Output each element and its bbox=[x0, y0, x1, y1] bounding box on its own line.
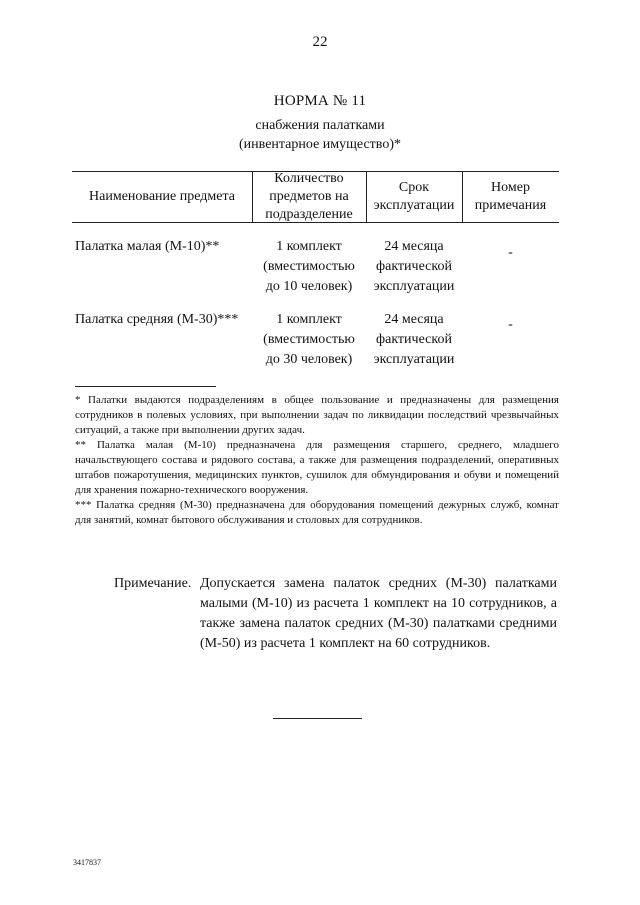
cell-line: до 30 человек) bbox=[265, 352, 353, 367]
cell-line: (вместимостью bbox=[263, 259, 355, 274]
cell-line: 1 комплект bbox=[276, 312, 342, 327]
header-term bbox=[366, 179, 462, 215]
footnote: *** Палатка средняя (М-30) предназначена для оборудования помещений дежурных служб, комнат для занятий, комнат бытового обслуживания и столовых для сотрудников. bbox=[75, 499, 559, 526]
header-line: Количество bbox=[274, 171, 344, 186]
note-text: Допускается замена палаток средних (М-30) палатками малыми (М-10) из расчета 1 комплект на 10 сотрудников, а также замена палаток средних (М-30) палатками средними (М-50) из расчета 1 комплект на 60 сотрудников. bbox=[200, 576, 557, 651]
item-term bbox=[366, 237, 462, 297]
header-quantity bbox=[252, 170, 366, 224]
footnote: ** Палатка малая (М-10) предназначена для размещения старшего, среднего, младшего начальствующего состава и рядового состава, а также для размещения подразделений, оперативных штабов пожаротушения, медицинских пунктов, сушилок для обмундирования и обуви и помещений для хранения пожарно-технического вооружения. bbox=[75, 439, 559, 496]
cell-line: (вместимостью bbox=[263, 332, 355, 347]
item-quantity bbox=[252, 237, 366, 297]
header-line: эксплуатации bbox=[373, 198, 455, 213]
footnote: * Палатки выдаются подразделениям в общее пользование и предназначены для размещения сотрудников в полевых условиях, при выполнении задач по ликвидации последствий чрезвычайных ситуаций, а также при выполнении других задач. bbox=[75, 394, 559, 436]
page-number: 22 bbox=[312, 34, 328, 50]
header-line: Номер bbox=[491, 180, 530, 195]
item-quantity bbox=[252, 310, 366, 370]
item-term bbox=[366, 310, 462, 370]
item-name: Палатка малая (М-10)** bbox=[75, 239, 220, 254]
item-note: - bbox=[508, 317, 513, 332]
subtitle-line: (инвентарное имущество)* bbox=[239, 137, 401, 152]
note-label: Примечание. bbox=[114, 576, 192, 591]
closing-rule bbox=[273, 718, 362, 719]
document-title: НОРМА № 11 bbox=[273, 93, 367, 109]
header-note bbox=[462, 179, 559, 215]
cell-line: фактической bbox=[376, 259, 452, 274]
header-line: подразделение bbox=[265, 207, 353, 222]
item-name: Палатка средняя (М-30)*** bbox=[75, 312, 239, 327]
footnotes bbox=[75, 393, 559, 528]
cell-line: эксплуатации bbox=[373, 279, 455, 294]
cell-line: фактической bbox=[376, 332, 452, 347]
item-note: - bbox=[508, 245, 513, 260]
header-name: Наименование предмета bbox=[89, 189, 235, 204]
document-subtitle bbox=[0, 116, 640, 154]
cell-line: эксплуатации bbox=[373, 352, 455, 367]
cell-line: 1 комплект bbox=[276, 239, 342, 254]
header-line: предметов на bbox=[269, 189, 349, 204]
cell-line: 24 месяца bbox=[384, 239, 444, 254]
header-line: примечания bbox=[474, 198, 547, 213]
document-code: 3417837 bbox=[73, 858, 101, 867]
subtitle-line: снабжения палатками bbox=[255, 118, 385, 133]
cell-line: до 10 человек) bbox=[265, 279, 353, 294]
header-line: Срок bbox=[398, 180, 430, 195]
footnote-separator bbox=[75, 386, 216, 387]
cell-line: 24 месяца bbox=[384, 312, 444, 327]
